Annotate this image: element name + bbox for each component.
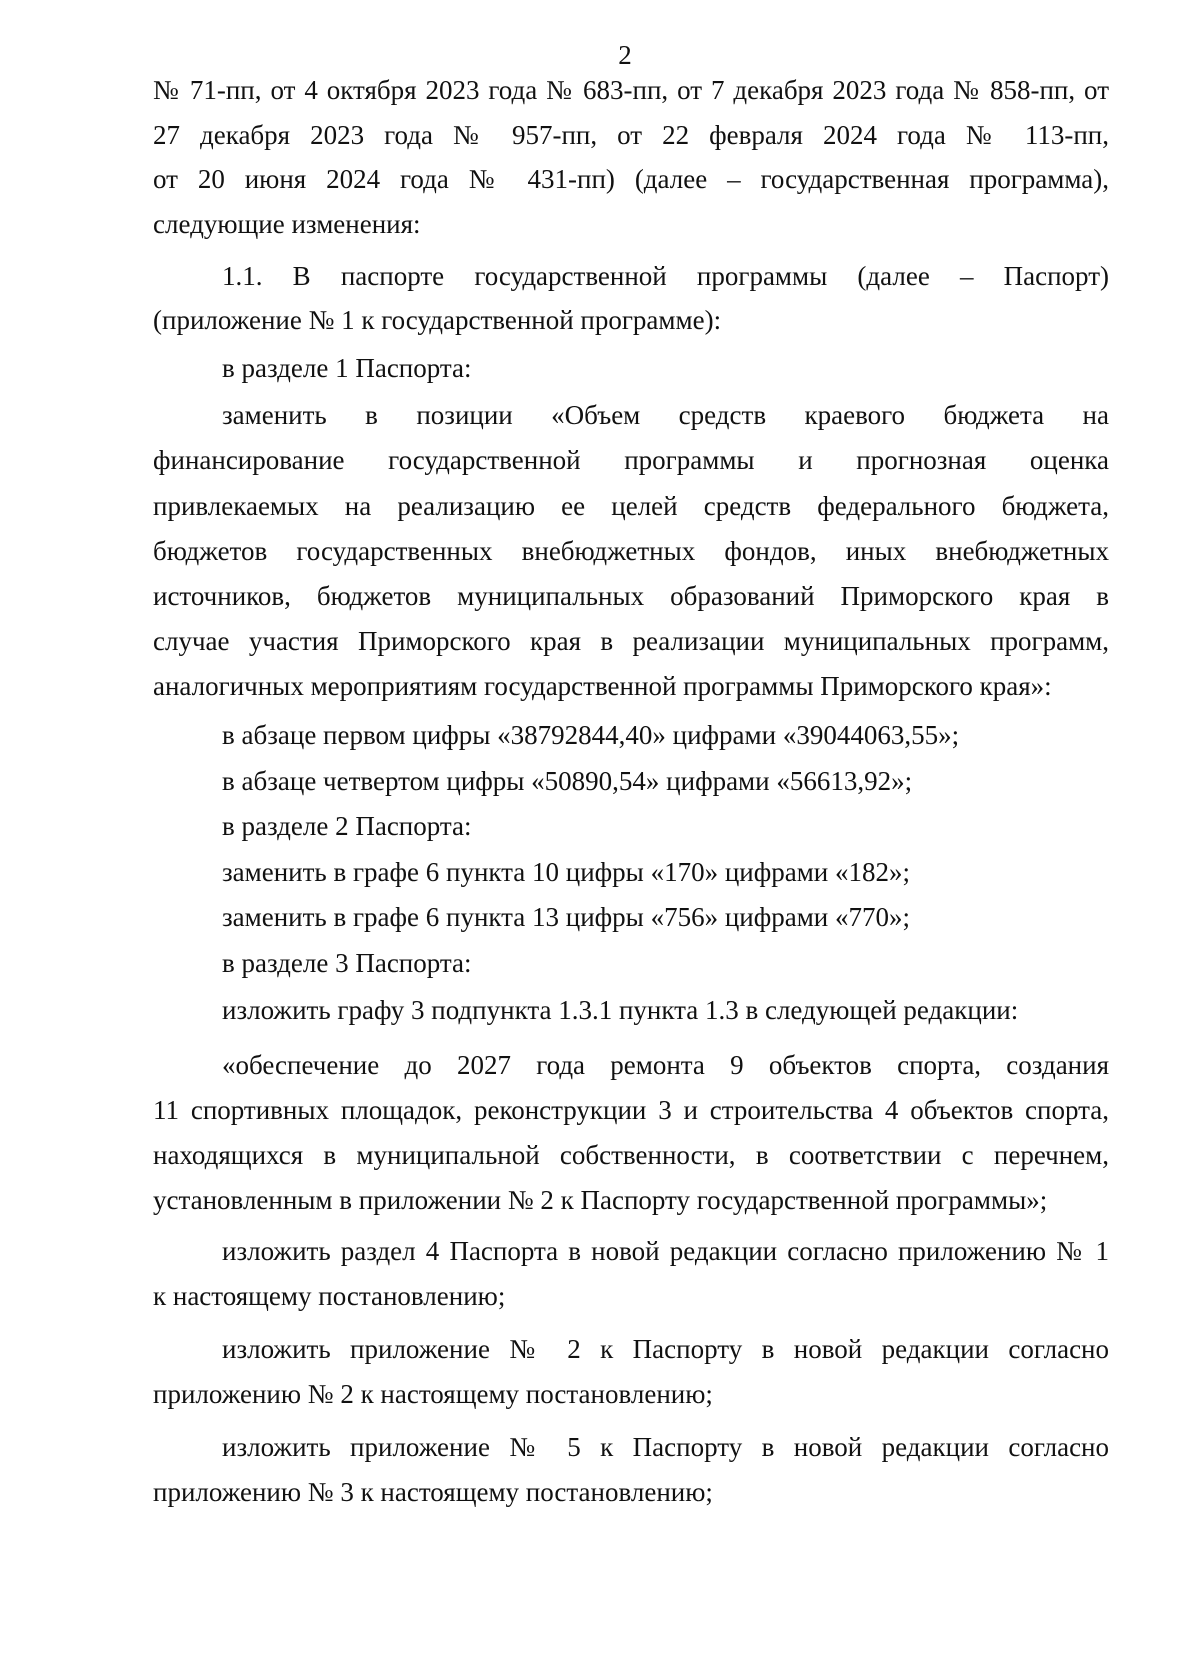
text-line: установленным в приложении № 2 к Паспорту государственной программы»;: [153, 1185, 1048, 1215]
text-line: приложению № 3 к настоящему постановлению;: [153, 1477, 713, 1507]
text-line: приложению № 2 к настоящему постановлению;: [153, 1379, 713, 1409]
text-line: изложить приложение № 2 к Паспорту в новой редакции согласно: [222, 1334, 1109, 1364]
text-line: заменить в графе 6 пункта 13 цифры «756» цифрами «770»;: [222, 902, 910, 932]
text-line: финансирование государственной программы и прогнозная оценка: [153, 445, 1109, 475]
text-line: в разделе 3 Паспорта:: [222, 948, 472, 978]
text-line: случае участия Приморского края в реализации муниципальных программ,: [153, 626, 1109, 656]
text-line: изложить раздел 4 Паспорта в новой редакции согласно приложению № 1: [222, 1236, 1109, 1266]
page-number: 2: [618, 40, 632, 70]
text-line: в абзаце первом цифры «38792844,40» цифрами «39044063,55»;: [222, 720, 960, 750]
text-line: следующие изменения:: [153, 209, 421, 239]
text-line: источников, бюджетов муниципальных образований Приморского края в: [153, 581, 1109, 611]
text-line: 11 спортивных площадок, реконструкции 3 и строительства 4 объектов спорта,: [153, 1095, 1109, 1125]
text-line: находящихся в муниципальной собственности, в соответствии с перечнем,: [153, 1140, 1109, 1170]
text-line: «обеспечение до 2027 года ремонта 9 объектов спорта, создания: [222, 1050, 1109, 1080]
text-line: к настоящему постановлению;: [153, 1281, 506, 1311]
text-line: в разделе 1 Паспорта:: [222, 353, 472, 383]
text-line: № 71-пп, от 4 октября 2023 года № 683-пп, от 7 декабря 2023 года № 858-пп, от: [153, 75, 1109, 105]
text-line: аналогичных мероприятиям государственной программы Приморского края»:: [153, 671, 1052, 701]
text-line: привлекаемых на реализацию ее целей средств федерального бюджета,: [153, 491, 1109, 521]
text-line: 27 декабря 2023 года № 957-пп, от 22 февраля 2024 года № 113-пп,: [153, 120, 1109, 150]
text-line: изложить графу 3 подпункта 1.3.1 пункта 1.3 в следующей редакции:: [222, 995, 1019, 1025]
text-line: бюджетов государственных внебюджетных фондов, иных внебюджетных: [153, 536, 1109, 566]
text-line: в абзаце четвертом цифры «50890,54» цифрами «56613,92»;: [222, 766, 913, 796]
text-line: изложить приложение № 5 к Паспорту в новой редакции согласно: [222, 1432, 1109, 1462]
text-line: от 20 июня 2024 года № 431-пп) (далее – государственная программа),: [153, 164, 1109, 194]
text-line: в разделе 2 Паспорта:: [222, 811, 472, 841]
text-line: 1.1. В паспорте государственной программы (далее – Паспорт): [222, 261, 1109, 291]
text-line: (приложение № 1 к государственной программе):: [153, 305, 722, 335]
text-line: заменить в позиции «Объем средств краевого бюджета на: [222, 400, 1109, 430]
text-line: заменить в графе 6 пункта 10 цифры «170» цифрами «182»;: [222, 857, 910, 887]
